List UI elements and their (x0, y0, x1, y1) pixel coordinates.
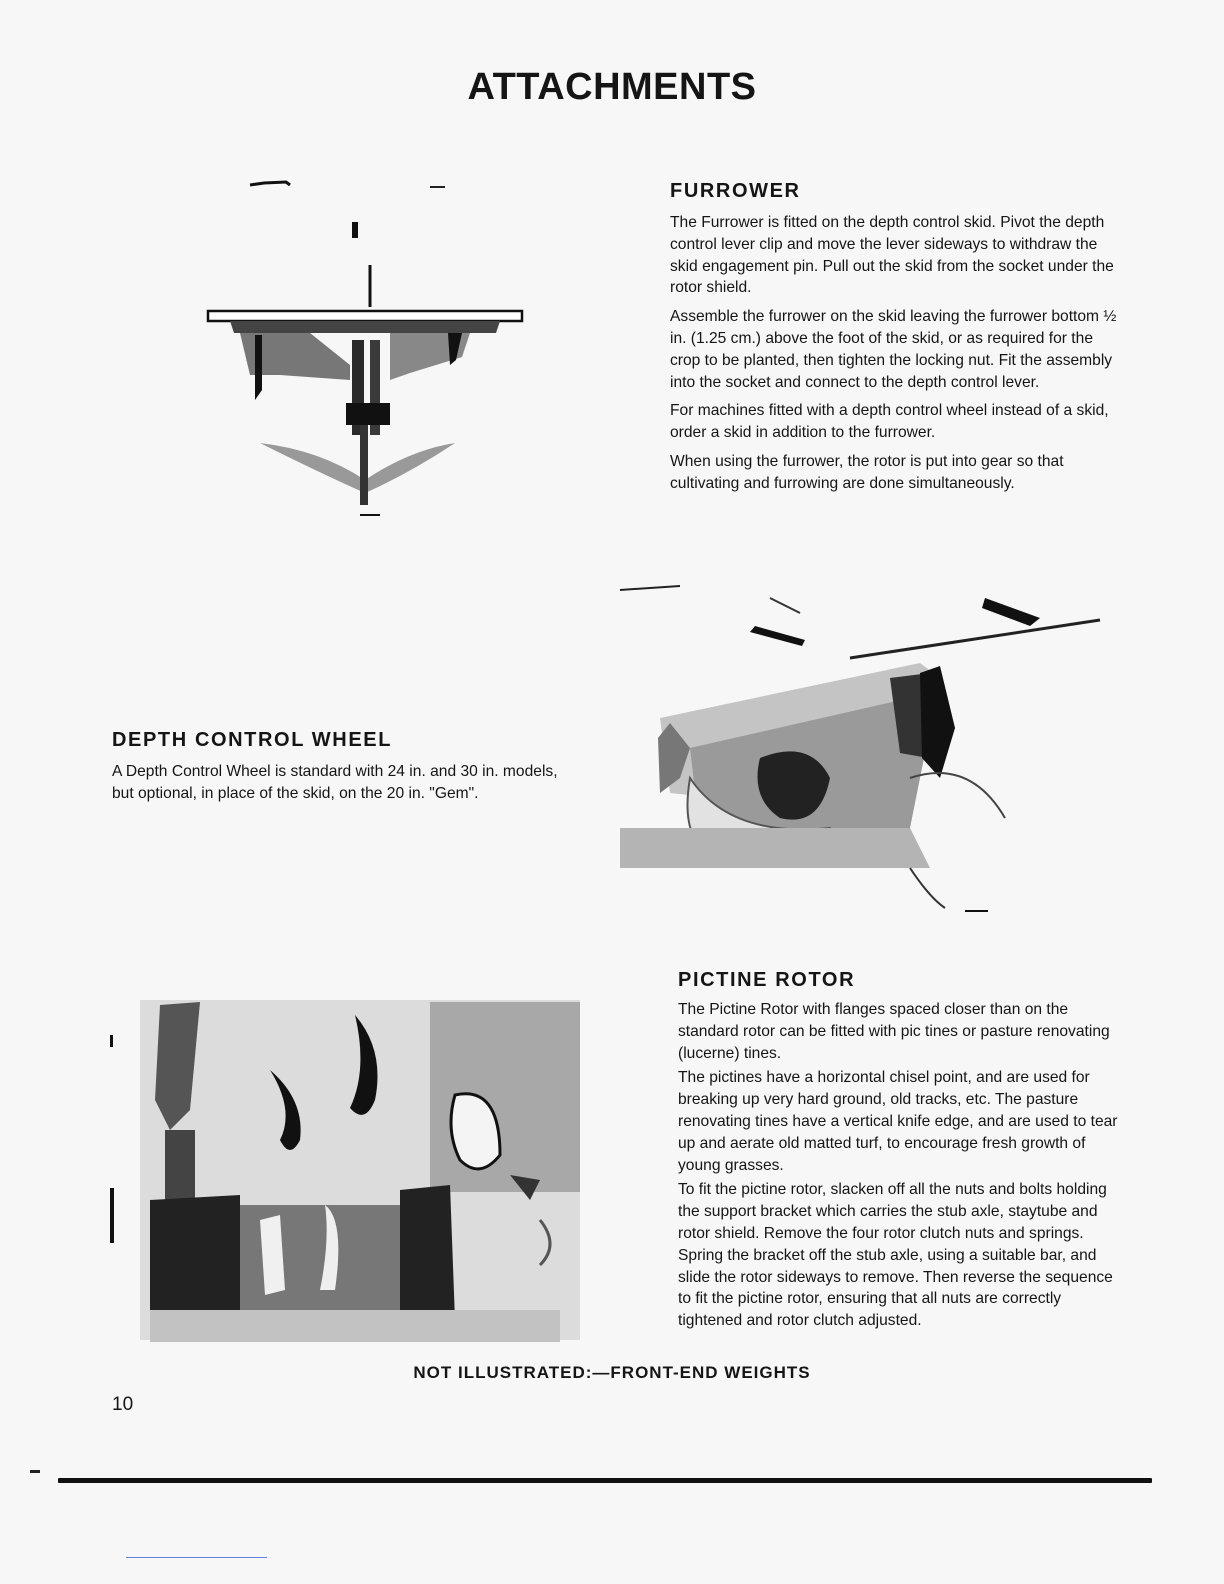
furrower-paragraph: When using the furrower, the rotor is put into gear so that cultivating and furrowing are done simultaneously. (670, 452, 1064, 492)
footer-note: NOT ILLUSTRATED:—FRONT-END WEIGHTS (413, 1363, 811, 1382)
depth-control-wheel-section (112, 729, 562, 812)
furrower-section (670, 180, 1120, 502)
furrower-photo (200, 175, 530, 525)
page-number: 10 (112, 1394, 134, 1415)
pictine-rotor-paragraph: The pictines have a horizontal chisel point, and are used for breaking up very hard ground, old tracks, etc. The pasture renovating tines have a vertical knife edge, and are used to tear up and aerate old matted turf, to encourage fresh growth of young grasses. (678, 1069, 1118, 1174)
page-title: ATTACHMENTS (467, 66, 757, 108)
rule-tick (30, 1470, 40, 1473)
pictine-rotor-paragraph: To fit the pictine rotor, slacken off all the nuts and bolts holding the support bracket which carries the stub axle, staytube and rotor shield. Remove the four rotor clutch nuts and springs. Spring the bracket off the stub axle, using a suitable bar, and slide the rotor sideways to remove. Then reverse the sequence to fit the pictine rotor, ensuring that all nuts are correctly tightened and rotor clutch adjusted. (678, 1181, 1113, 1330)
depth-control-wheel-paragraph: A Depth Control Wheel is standard with 24 in. and 30 in. models, but optional, in place of the skid, on the 20 in. "Gem". (112, 763, 558, 802)
depth-control-wheel-photo (610, 578, 1110, 918)
pictine-rotor-heading: PICTINE ROTOR (678, 969, 856, 991)
depth-control-wheel-heading: DEPTH CONTROL WHEEL (112, 729, 393, 751)
furrower-paragraph: The Furrower is fitted on the depth control skid. Pivot the depth control lever clip and move the lever sideways to withdraw the skid engagement pin. Pull out the skid from the socket under the rotor shield. (670, 214, 1114, 297)
pictine-rotor-photo (110, 990, 590, 1345)
link-underline (126, 1557, 267, 1558)
furrower-paragraph: For machines fitted with a depth control wheel instead of a skid, order a skid in addition to the furrower. (670, 402, 1109, 442)
furrower-heading: FURROWER (670, 180, 801, 202)
bottom-rule (58, 1478, 1152, 1483)
pictine-rotor-paragraph: The Pictine Rotor with flanges spaced closer than on the standard rotor can be fitted with pic tines or pasture renovating (lucerne) tines. (678, 1001, 1110, 1062)
pictine-rotor-section (678, 969, 1126, 1335)
furrower-paragraph: Assemble the furrower on the skid leaving the furrower bottom ½ in. (1.25 cm.) above the foot of the skid, or as required for the crop to be planted, then tighten the locking nut. Fit the assembly into the socket and connect to the depth control lever. (670, 308, 1117, 391)
